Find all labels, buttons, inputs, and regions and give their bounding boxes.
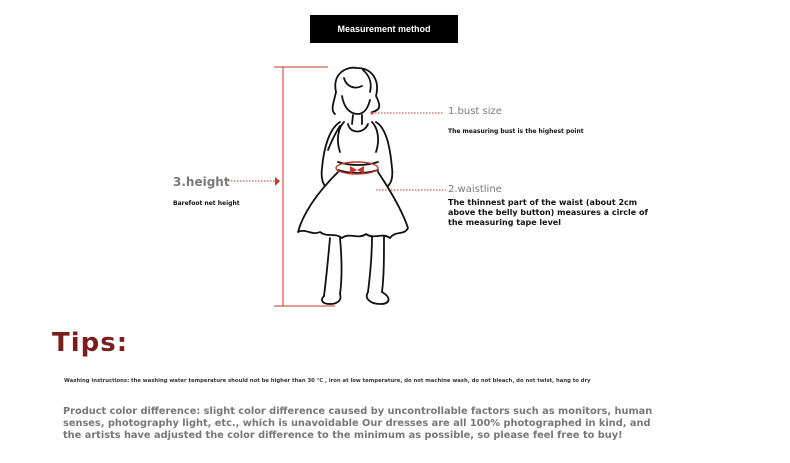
height-note: Barefoot net height — [173, 200, 240, 207]
tips-heading: Tips: — [52, 328, 129, 358]
product-color-note: Product color difference: slight color difference caused by uncontrollable factors such as monitors, human senses, photography light, etc., which is unavoidable Our dresses are all 100% photographed in kind, and the artists have adjusted the color difference to the minimum as possible, so please feel free to buy! — [63, 406, 653, 441]
girl-outline — [298, 68, 408, 304]
height-arrow-icon — [275, 177, 280, 186]
banner-title: Measurement method — [337, 24, 431, 34]
height-bracket — [274, 67, 335, 306]
bust-dot-icon — [371, 112, 374, 115]
height-title: 3.height — [173, 175, 230, 189]
waist-title: 2.waistline — [448, 184, 502, 195]
waist-note: The thinnest part of the waist (about 2cm above the belly button) measures a circle of the measuring tape level — [448, 198, 648, 227]
bust-note: The measuring bust is the highest point — [448, 128, 584, 135]
bust-title: 1.bust size — [448, 106, 502, 117]
washing-instructions: Washing instructions: the washing water temperature should not be higher than 30 ℃ , iron at low temperature, do not machine wash, do not bleach, do not twist, hang to dry — [64, 378, 591, 384]
